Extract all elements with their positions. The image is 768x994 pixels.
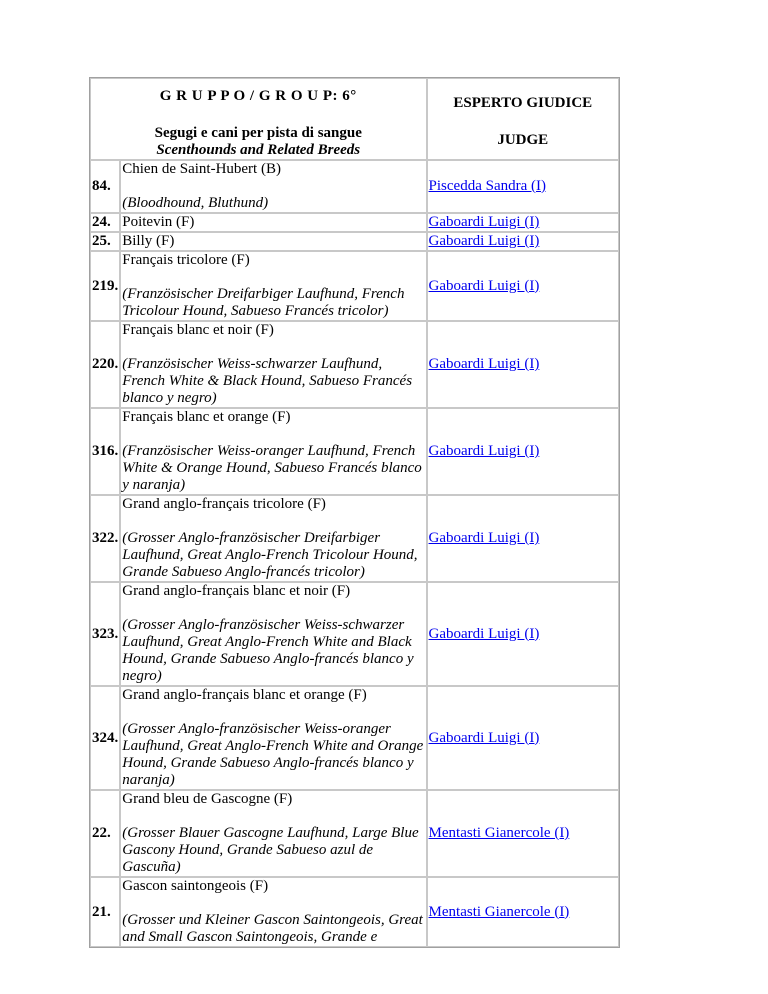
judge-link[interactable]: Gaboardi Luigi (I) [428,277,540,294]
breed-cell [120,686,426,790]
table-row [90,160,619,213]
breed-name: Billy (F) [122,233,175,249]
judge-header-it: ESPERTO GIUDICE [453,95,593,111]
breed-name: Gascon saintongeois (F) [122,878,269,894]
breed-number: 84. [90,160,120,213]
table-body [90,78,619,947]
table-row [90,251,619,321]
judge-link[interactable]: Gaboardi Luigi (I) [428,729,540,746]
breed-name: Français blanc et orange (F) [122,409,291,425]
judge-link[interactable]: Gaboardi Luigi (I) [428,233,540,249]
breed-cell [120,790,426,877]
breed-alternate-names: (Grosser Anglo-französischer Weiss-oranger Laufhund, Great Anglo-French White and Orange Hound, Grande Sabueso Anglo-francés blanco y naranja) [122,721,424,788]
judge-link[interactable]: Gaboardi Luigi (I) [428,625,540,642]
table-row [90,877,619,947]
breed-number: 22. [90,790,120,877]
judge-cell [427,213,619,232]
spacer [122,426,424,443]
breed-cell [120,160,426,213]
judge-cell [427,251,619,321]
header-row [90,78,619,160]
breed-number: 324. [90,686,120,790]
table-row [90,686,619,790]
breed-number: 25. [90,232,120,251]
breed-number: 24. [90,213,120,232]
judge-link[interactable]: Mentasti Gianercole (I) [428,903,570,920]
breed-name: Chien de Saint-Hubert (B) [122,161,281,177]
spacer [122,178,424,195]
breed-alternate-names: (Französischer Dreifarbiger Laufhund, French Tricolour Hound, Sabueso Francés tricolor) [122,286,405,319]
breed-cell [120,495,426,582]
group-title: G R U P P O / G R O U P: 6° [159,87,357,104]
judge-cell [427,877,619,947]
table-row [90,582,619,686]
breed-name: Poitevin (F) [122,214,195,230]
spacer [122,600,424,617]
breed-alternate-names: (Grosser Anglo-französischer Weiss-schwarzer Laufhund, Great Anglo-French White and Black Hound, Grande Sabueso Anglo-francés blanco y negro) [122,617,414,684]
judge-cell [427,321,619,408]
judge-cell [427,495,619,582]
group-name-en: Scenthounds and Related Breeds [156,141,361,158]
breed-number: 219. [90,251,120,321]
judge-cell [427,408,619,495]
breed-name: Grand anglo-français blanc et noir (F) [122,583,351,599]
judge-cell [427,232,619,251]
table-row [90,321,619,408]
breed-name: Grand anglo-français tricolore (F) [122,496,326,512]
breed-cell [120,232,426,251]
breed-name: Français tricolore (F) [122,252,250,268]
judge-link[interactable]: Gaboardi Luigi (I) [428,356,540,372]
judge-cell [427,686,619,790]
spacer [122,269,424,286]
table-row [90,495,619,582]
breed-judge-table [89,77,620,948]
breed-name: Grand bleu de Gascogne (F) [122,791,293,807]
table-row [90,408,619,495]
judge-link[interactable]: Gaboardi Luigi (I) [428,530,540,546]
spacer [122,339,424,356]
breed-cell [120,877,426,947]
breed-number: 220. [90,321,120,408]
breed-cell [120,213,426,232]
judge-header-en: JUDGE [497,132,549,148]
judge-link[interactable]: Mentasti Gianercole (I) [428,825,570,841]
breed-cell [120,582,426,686]
table-row [90,790,619,877]
judge-cell [427,160,619,213]
breed-alternate-names: (Französischer Weiss-oranger Laufhund, French White & Orange Hound, Sabueso Francés blanco y naranja) [122,443,422,493]
table-row [90,213,619,232]
spacer [122,704,424,721]
breed-cell [120,251,426,321]
judge-cell [427,790,619,877]
judge-link[interactable]: Gaboardi Luigi (I) [428,443,540,459]
breed-name: Français blanc et noir (F) [122,322,274,338]
breed-alternate-names: (Bloodhound, Bluthund) [122,195,269,211]
breed-alternate-names: (Französischer Weiss-schwarzer Laufhund, French White & Black Hound, Sabueso Francés blanco y negro) [122,356,413,406]
breed-alternate-names: (Grosser und Kleiner Gascon Saintongeois, Great and Small Gascon Saintongeois, Grande e [122,912,423,945]
table-row [90,232,619,251]
spacer [122,808,424,825]
breed-number: 322. [90,495,120,582]
breed-cell [120,321,426,408]
judge-cell [427,582,619,686]
breed-name: Grand anglo-français blanc et orange (F) [122,687,367,703]
spacer [122,513,424,530]
breed-number: 316. [90,408,120,495]
group-name-it: Segugi e cani per pista di sangue [154,124,362,141]
spacer [122,895,424,912]
group-header-cell [90,78,427,160]
judge-link[interactable]: Gaboardi Luigi (I) [428,214,540,230]
breed-number: 21. [90,877,120,947]
breed-alternate-names: (Grosser Anglo-französischer Dreifarbiger Laufhund, Great Anglo-French Tricolour Hound, Grande Sabueso Anglo-francés tricolor) [122,530,418,580]
judge-link[interactable]: Piscedda Sandra (I) [428,178,546,194]
breed-number: 323. [90,582,120,686]
breed-cell [120,408,426,495]
judge-header-cell [427,78,619,160]
breed-alternate-names: (Grosser Blauer Gascogne Laufhund, Large Blue Gascony Hound, Grande Sabueso azul de Gascuña) [122,825,419,875]
